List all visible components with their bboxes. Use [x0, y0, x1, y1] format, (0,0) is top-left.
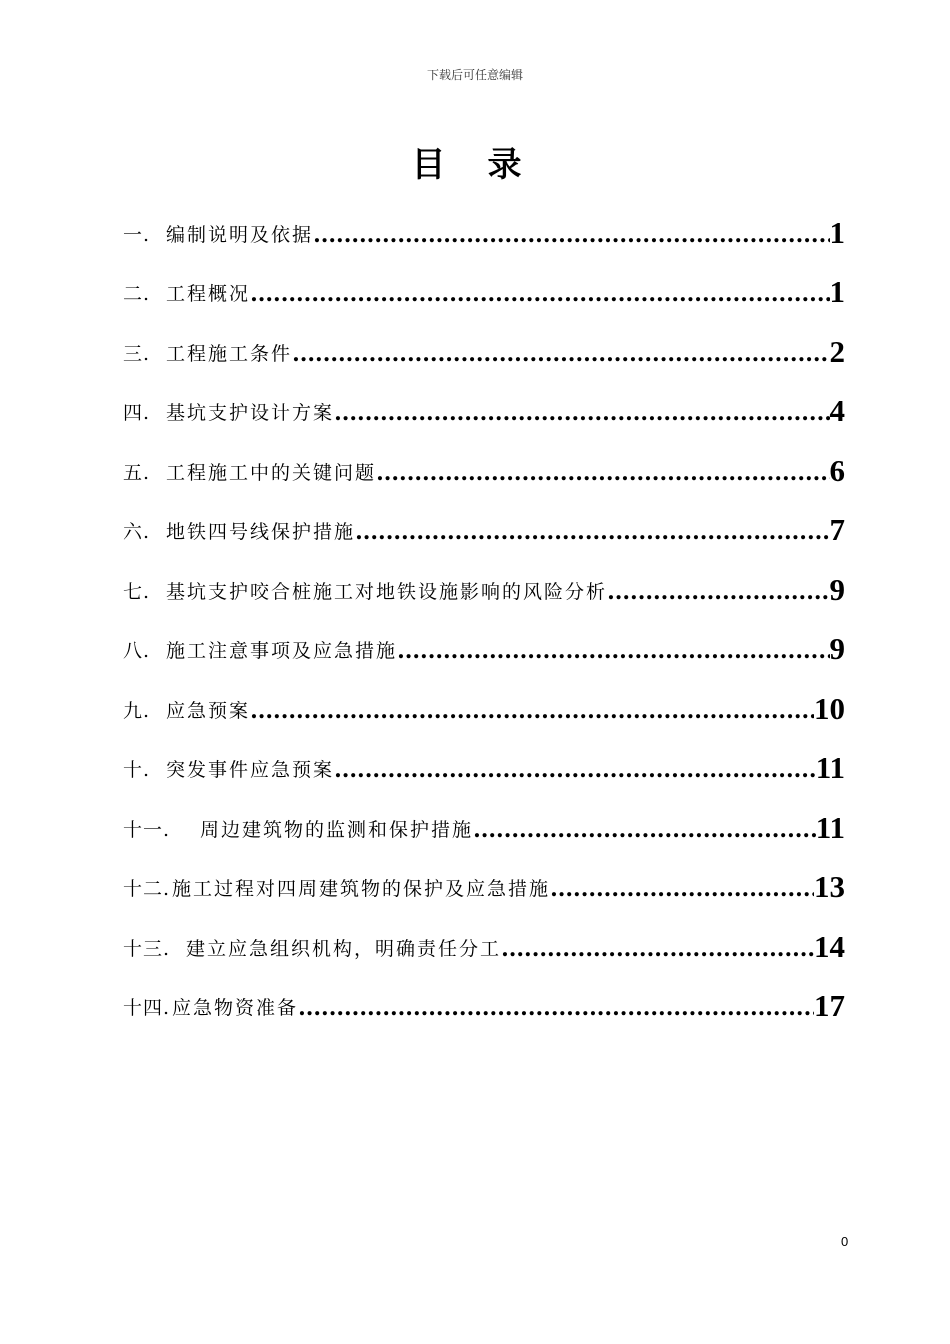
page-number: 0 — [841, 1234, 849, 1249]
toc-entry-link[interactable] — [123, 692, 845, 726]
toc-entry-number: 一. — [123, 223, 151, 246]
toc-dot-leader — [550, 876, 814, 904]
toc-dot-leader — [376, 460, 829, 488]
toc-entry-number: 九. — [123, 699, 151, 722]
toc-entry-link[interactable] — [123, 930, 845, 964]
toc-entry-number: 六. — [123, 521, 151, 543]
toc-dot-leader — [473, 817, 816, 845]
toc-entry-label: 应急预案 — [166, 699, 251, 722]
toc-entry-page: 1 — [829, 214, 845, 250]
toc-entry-label: 应急物资准备 — [172, 997, 299, 1019]
toc-entry-label: 施工注意事项及应急措施 — [166, 640, 398, 662]
toc-entry-link[interactable] — [123, 632, 845, 666]
toc-title: 目录 — [411, 145, 564, 185]
toc-entry-label: 工程概况 — [166, 283, 251, 305]
toc-entry-link[interactable] — [123, 275, 845, 309]
toc-entry-number: 七. — [123, 580, 151, 603]
toc-dot-leader — [292, 341, 829, 369]
toc-dot-leader — [250, 281, 829, 309]
page-header: 下载后可任意编辑 — [426, 68, 523, 82]
toc-entry-label: 基坑支护咬合桩施工对地铁设施影响的风险分析 — [166, 580, 608, 603]
toc-dot-leader — [334, 757, 816, 785]
toc-entry-page: 17 — [814, 988, 845, 1023]
toc-entry — [123, 666, 845, 726]
toc-entry-page: 2 — [829, 333, 845, 369]
toc-entry-link[interactable] — [123, 216, 845, 250]
toc-entry — [123, 488, 845, 548]
toc-entry — [123, 607, 845, 667]
toc-entry — [123, 250, 845, 310]
toc-entry-page: 9 — [829, 571, 845, 607]
toc-dot-leader — [355, 519, 829, 547]
toc-entry-number: 十二. — [123, 878, 171, 900]
toc-entry-label: 地铁四号线保护措施 — [166, 521, 356, 543]
toc-entry-label: 建立应急组织机构，明确责任分工 — [186, 937, 502, 960]
toc-entry-link[interactable] — [123, 751, 845, 785]
toc-entry-link[interactable] — [123, 513, 845, 547]
toc-dot-leader — [607, 579, 829, 607]
toc-entry-page: 13 — [814, 869, 845, 904]
toc-entry-label: 施工过程对四周建筑物的保护及应急措施 — [172, 878, 551, 900]
toc-entry — [123, 845, 845, 905]
toc-entry-number: 二. — [123, 283, 151, 305]
toc-entry — [123, 309, 845, 369]
toc-entry-page: 10 — [814, 690, 845, 726]
toc-entry — [123, 964, 845, 1024]
toc-entry-number: 十三. — [123, 937, 171, 960]
toc-entry-label: 突发事件应急预案 — [166, 759, 335, 781]
toc-entry-link[interactable] — [123, 454, 845, 488]
toc-dot-leader — [298, 995, 814, 1023]
toc-entry-link[interactable] — [123, 989, 845, 1023]
toc-list — [123, 190, 845, 1023]
toc-entry — [123, 904, 845, 964]
toc-entry — [123, 369, 845, 429]
toc-entry-number: 三. — [123, 342, 151, 365]
toc-entry-number: 十一. — [123, 818, 171, 841]
toc-entry-label: 基坑支护设计方案 — [166, 402, 335, 424]
toc-entry-page: 9 — [829, 631, 845, 666]
toc-entry-number: 八. — [123, 640, 151, 662]
toc-entry — [123, 726, 845, 786]
toc-entry-label: 工程施工条件 — [166, 342, 293, 365]
toc-entry-page: 11 — [815, 750, 845, 785]
toc-entry-label: 周边建筑物的监测和保护措施 — [200, 818, 474, 841]
toc-entry-page: 14 — [814, 928, 845, 964]
toc-dot-leader — [313, 222, 829, 250]
toc-entry-link[interactable] — [123, 811, 845, 845]
toc-entry-link[interactable] — [123, 870, 845, 904]
toc-entry — [123, 785, 845, 845]
toc-dot-leader — [334, 400, 829, 428]
toc-entry-label: 编制说明及依据 — [166, 223, 314, 246]
toc-entry-page: 1 — [829, 274, 845, 309]
toc-entry-number: 五. — [123, 461, 151, 484]
toc-entry — [123, 547, 845, 607]
toc-dot-leader — [501, 936, 814, 964]
toc-entry-number: 十. — [123, 759, 151, 781]
toc-entry — [123, 190, 845, 250]
toc-entry — [123, 428, 845, 488]
toc-dot-leader — [397, 638, 829, 666]
toc-entry-link[interactable] — [123, 394, 845, 428]
toc-entry-link[interactable] — [123, 573, 845, 607]
toc-entry-page: 7 — [829, 512, 845, 547]
toc-entry-link[interactable] — [123, 335, 845, 369]
toc-entry-number: 十四. — [123, 997, 171, 1019]
toc-entry-page: 11 — [815, 809, 845, 845]
toc-entry-page: 4 — [829, 393, 845, 428]
toc-dot-leader — [250, 698, 814, 726]
toc-entry-page: 6 — [829, 452, 845, 488]
toc-entry-label: 工程施工中的关键问题 — [166, 461, 377, 484]
toc-entry-number: 四. — [123, 402, 151, 424]
